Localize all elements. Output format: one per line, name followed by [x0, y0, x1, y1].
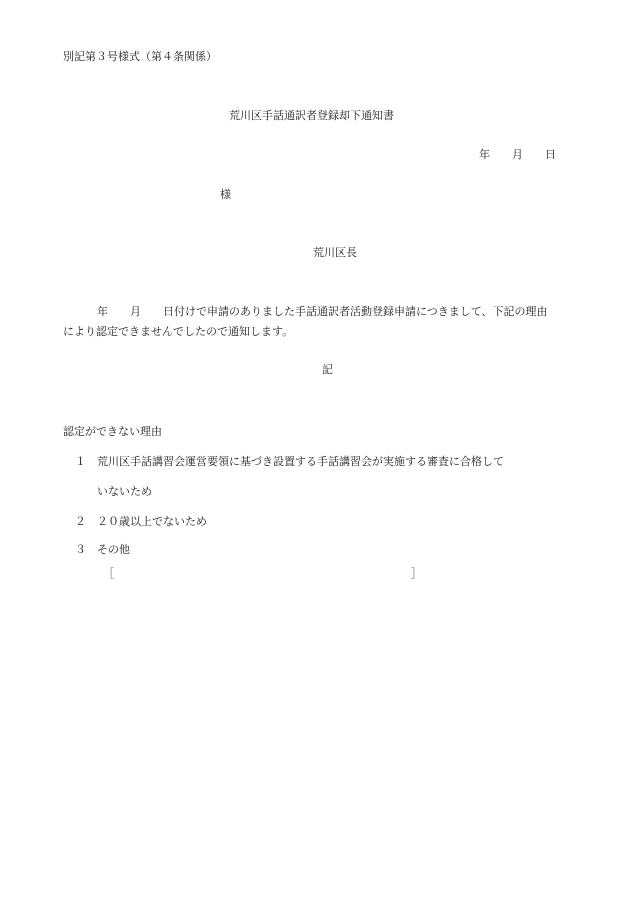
document-title: 荒川区手話通訳者登録却下通知書 [229, 109, 394, 122]
body-line-2: により認定できませんでしたので通知します。 [63, 325, 294, 338]
date-month-unit: 月 [512, 148, 523, 161]
other-bracket-open: ［ [103, 567, 114, 580]
date-year-unit: 年 [479, 148, 490, 161]
form-label: 別記第３号様式（第４条関係） [63, 50, 217, 63]
reason-1-number: １ [75, 455, 86, 468]
body-line-1 [97, 305, 548, 319]
reason-1-text: 荒川区手話講習会運営要領に基づき設置する手話講習会が実施する審査に合格して [97, 455, 504, 468]
date-line [479, 148, 556, 162]
other-bracket-close: ］ [411, 567, 422, 580]
body-year-unit: 年 [97, 305, 108, 318]
addressee-suffix: 様 [220, 188, 231, 201]
reason-2-text: ２０歳以上でないため [97, 515, 207, 528]
body-month-unit: 月 [130, 305, 141, 318]
issuer-name: 荒川区長 [313, 246, 357, 259]
reason-3-text: その他 [97, 543, 130, 556]
body-line-1-text: 日付けで申請のありました手話通訳者活動登録申請につきまして、下記の理由 [163, 305, 548, 318]
reason-2-number: ２ [75, 515, 86, 528]
reasons-heading: 認定ができない理由 [63, 425, 162, 438]
reason-3-number: ３ [75, 543, 86, 556]
date-day-unit: 日 [545, 148, 556, 161]
reason-1-continuation: いないため [97, 485, 152, 498]
ki-heading: 記 [322, 363, 333, 376]
